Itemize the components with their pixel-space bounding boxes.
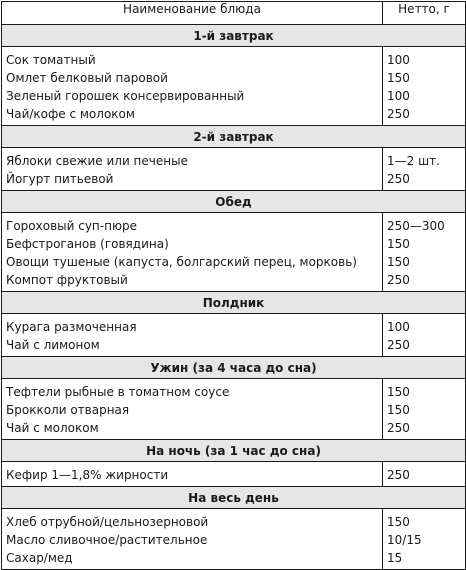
dish-name: Сок томатный [2, 51, 383, 69]
section-title: На весь день [2, 487, 466, 509]
table-row [2, 466, 466, 487]
table-row [2, 401, 466, 419]
section-header-row [2, 25, 466, 47]
net-weight: 150 [383, 69, 466, 87]
net-weight: 100 [383, 318, 466, 336]
net-weight: 1—2 шт. [383, 152, 466, 170]
table-row [2, 51, 466, 69]
table-row [2, 69, 466, 87]
dish-name: Брокколи отварная [2, 401, 383, 419]
section-header-row [2, 357, 466, 379]
net-weight: 10/15 [383, 531, 466, 549]
net-weight: 250 [383, 271, 466, 292]
header-dish-name: Наименование блюда [2, 2, 383, 25]
dish-name: Масло сливочное/растительное [2, 531, 383, 549]
net-weight: 100 [383, 51, 466, 69]
section-header-row [2, 126, 466, 148]
net-weight: 250 [383, 466, 466, 487]
table-row [2, 318, 466, 336]
net-weight: 150 [383, 513, 466, 531]
dish-name: Чай/кофе с молоком [2, 105, 383, 126]
net-weight: 250 [383, 105, 466, 126]
dish-name: Сахар/мед [2, 549, 383, 570]
dish-name: Чай с лимоном [2, 336, 383, 357]
table-row [2, 152, 466, 170]
table-row [2, 419, 466, 440]
table-row [2, 531, 466, 549]
table-row [2, 87, 466, 105]
dish-name: Овощи тушеные (капуста, болгарский перец, морковь) [2, 253, 383, 271]
section-title: На ночь (за 1 час до сна) [2, 440, 466, 462]
net-weight: 250 [383, 170, 466, 191]
dish-name: Курага размоченная [2, 318, 383, 336]
net-weight: 150 [383, 235, 466, 253]
net-weight: 250 [383, 419, 466, 440]
table-row [2, 105, 466, 126]
table-row [2, 217, 466, 235]
dish-name: Омлет белковый паровой [2, 69, 383, 87]
section-header-row [2, 487, 466, 509]
dish-name: Компот фруктовый [2, 271, 383, 292]
dish-name: Йогурт питьевой [2, 170, 383, 191]
table-row [2, 336, 466, 357]
table-row [2, 383, 466, 401]
dish-name: Гороховый суп-пюре [2, 217, 383, 235]
table-row [2, 170, 466, 191]
net-weight: 250 [383, 336, 466, 357]
table-header [2, 2, 466, 25]
table-row [2, 271, 466, 292]
menu-table [1, 1, 466, 570]
table-row [2, 513, 466, 531]
table-row [2, 253, 466, 271]
net-weight: 100 [383, 87, 466, 105]
dish-name: Яблоки свежие или печеные [2, 152, 383, 170]
net-weight: 15 [383, 549, 466, 570]
dish-name: Хлеб отрубной/цельнозерновой [2, 513, 383, 531]
section-title: Полдник [2, 292, 466, 314]
section-title: Обед [2, 191, 466, 213]
section-header-row [2, 292, 466, 314]
section-title: Ужин (за 4 часа до сна) [2, 357, 466, 379]
dish-name: Тефтели рыбные в томатном соусе [2, 383, 383, 401]
section-header-row [2, 191, 466, 213]
net-weight: 250—300 [383, 217, 466, 235]
dish-name: Зеленый горошек консервированный [2, 87, 383, 105]
page [1, 1, 465, 566]
table-row [2, 235, 466, 253]
net-weight: 150 [383, 383, 466, 401]
section-title: 1-й завтрак [2, 25, 466, 47]
table-row [2, 549, 466, 570]
table-body [2, 25, 466, 570]
net-weight: 150 [383, 253, 466, 271]
dish-name: Кефир 1—1,8% жирности [2, 466, 383, 487]
dish-name: Бефстроганов (говядина) [2, 235, 383, 253]
header-net-weight: Нетто, г [383, 2, 466, 25]
section-title: 2-й завтрак [2, 126, 466, 148]
section-header-row [2, 440, 466, 462]
dish-name: Чай с молоком [2, 419, 383, 440]
net-weight: 150 [383, 401, 466, 419]
